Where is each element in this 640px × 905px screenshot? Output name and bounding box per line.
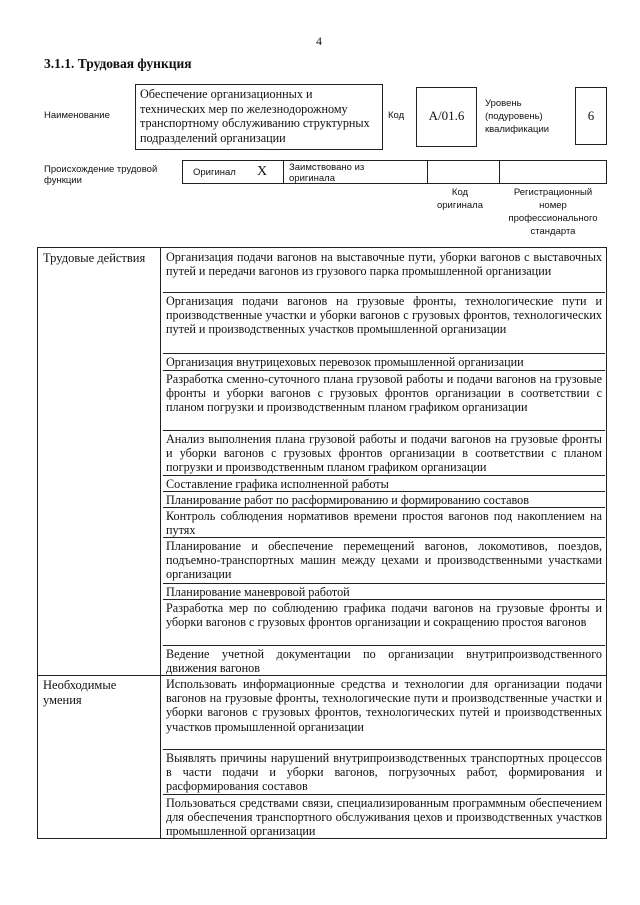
table-row: [163, 646, 605, 676]
reg-caption: Регистрационный номер профессионального стандарта: [508, 187, 598, 237]
row-text: Организация внутрицеховых перевозок промышленной организации: [166, 355, 524, 369]
name-value: Обеспечение организационных и технических мер по железнодорожному транспортному обслуживанию структурных подразделений организации: [140, 87, 370, 145]
name-value-box: [135, 84, 383, 150]
code-caption: Код оригинала: [436, 187, 483, 211]
table-row: [163, 249, 605, 293]
table-row: [163, 676, 605, 750]
page-number: 4: [316, 34, 322, 48]
origin-label: Происхождение трудовой функции: [44, 164, 158, 186]
table-row: [163, 371, 605, 431]
table-row: [163, 750, 605, 795]
row-text: Пользоваться средствами связи, специализированным программным обеспечением для обеспечения транспортного обслуживания цехов и производственных участков промышленной организации: [166, 796, 602, 839]
row-text: Планирование маневровой работой: [166, 585, 350, 599]
main-table: [37, 247, 607, 839]
original-label: Оригинал: [193, 167, 236, 178]
row-text: Организация подачи вагонов на выставочные пути, уборки вагонов с выставочных путей и передачи вагонов из грузового парка промышленной организации: [166, 250, 602, 279]
column-divider: [160, 248, 161, 838]
level-label: Уровень (подуровень) квалификации: [485, 98, 550, 135]
name-label: Наименование: [44, 110, 110, 121]
row-text: Ведение учетной документации по организации внутрипроизводственного движения вагонов: [166, 647, 602, 676]
table-row: [163, 508, 605, 538]
code-value-box: [416, 87, 477, 147]
row-text: Использовать информационные средства и технологии для организации подачи вагонов на грузовые фронты, технологические пути и производственные участки и уборки вагонов с грузовых фронтов, технологических путей и производственных участков промышленной организации: [166, 677, 602, 734]
borrowed-label: Заимствовано из оригинала: [289, 162, 365, 184]
level-value: 6: [587, 108, 595, 123]
code-value: А/01.6: [428, 108, 465, 123]
section-heading: Трудовые действия: [43, 251, 146, 265]
row-text: Организация подачи вагонов на грузовые фронты, технологические пути и производственные участки и уборки вагонов с грузовых фронтов, технологических путей и производственных участков промышленной организации: [166, 294, 602, 337]
row-text: Выявлять причины нарушений внутрипроизводственных транспортных процессов в части подачи и уборки вагонов, погрузочных работ, формирования и расформирования составов: [166, 751, 602, 794]
table-row: [163, 795, 605, 839]
row-text: Планирование и обеспечение перемещений вагонов, локомотивов, поездов, подъемно-транспортных машин между цехами и производственными участками организации: [166, 539, 602, 582]
table-row: [163, 584, 605, 600]
code-label: Код: [388, 110, 405, 121]
table-row: [163, 600, 605, 646]
row-text: Разработка сменно-суточного плана грузовой работы и подачи вагонов на грузовые фронты и уборки вагонов с грузовых фронтов организации в соответствии с планом погрузки и производственным планом графиком организации: [166, 372, 602, 415]
row-text: Анализ выполнения плана грузовой работы и подачи вагонов на грузовые фронты и уборки вагонов с грузовых фронтов организации в соответствии с планом погрузки и производственным планом графиком организации: [166, 432, 602, 475]
row-text: Разработка мер по соблюдению графика подачи вагонов на грузовые фронты и уборки вагонов с грузовых фронтов организации и сокращению простоя вагонов: [166, 601, 602, 630]
table-row: [163, 476, 605, 492]
row-text: Составление графика исполненной работы: [166, 477, 389, 491]
level-value-box: [575, 87, 607, 145]
section-title: 3.1.1. Трудовая функция: [44, 56, 192, 71]
section-heading: Необходимые умения: [43, 678, 117, 707]
table-row: [163, 431, 605, 476]
table-row: [163, 538, 605, 584]
table-row: [163, 293, 605, 354]
table-row: [163, 492, 605, 508]
row-text: Контроль соблюдения нормативов времени простоя вагонов под накоплением на путях: [166, 509, 602, 538]
original-mark: X: [257, 164, 268, 179]
table-row: [163, 354, 605, 371]
row-text: Планирование работ по расформированию и формированию составов: [166, 493, 529, 507]
origin-table: [182, 160, 607, 184]
